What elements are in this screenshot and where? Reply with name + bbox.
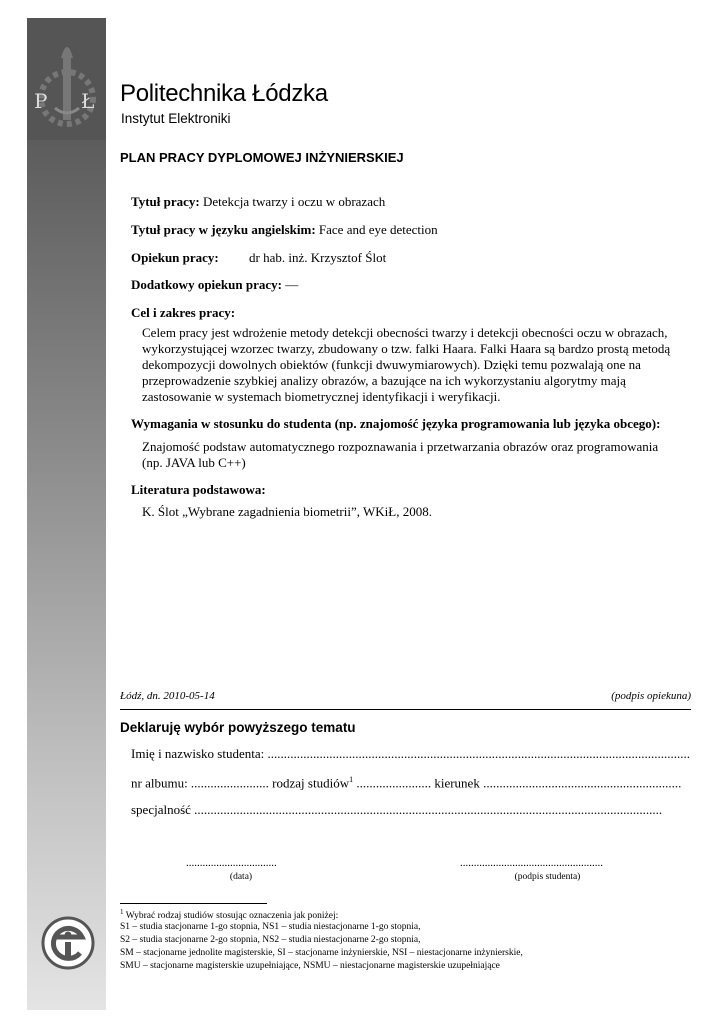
footnote-intro-text: Wybrać rodzaj studiów stosując oznaczenia jak poniżej: [123, 911, 339, 922]
student-name-line: Imię i nazwisko studenta: .................................................................................................................................. [131, 746, 690, 761]
institute-name: Instytut Elektroniki [121, 111, 231, 126]
field-tytul-en [131, 222, 438, 238]
footnote-number: 1 [120, 908, 124, 916]
institute-logo-icon [40, 915, 96, 976]
cel-line: dekompozycji dowolnych obiektów (funkcji dwuwymiarowych). Dzięki temu pozwalają one na [142, 357, 641, 372]
wymagania-label-text: Wymagania w stosunku do studenta (np. znajomość języka programowania lub języka obcego): [131, 416, 661, 431]
literatura-value: K. Ślot „Wybrane zagadnienia biometrii”, WKiŁ, 2008. [142, 504, 432, 519]
field-opiekun [131, 250, 387, 266]
field-tytul-en-value: Face and eye detection [318, 222, 438, 237]
date-dots: ................................. [186, 857, 277, 869]
declaration-heading: Deklaruję wybór powyższego tematu [120, 720, 356, 735]
cel-paragraph [142, 325, 702, 405]
footnote-line: SM – stacjonarne jednolite magisterskie, SI – stacjonarne inżynierskie, NSI – niestacjonarne inżynierskie, [120, 948, 523, 958]
cel-line: wykorzystującej wzorzec twarzy, zbudowany o tzw. falki Haara. Falki Haara są bardzo prostą metodą [142, 341, 671, 356]
field-opiekun-value: dr hab. inż. Krzysztof Ślot [249, 250, 387, 265]
field-tytul-value: Detekcja twarzy i oczu w obrazach [202, 194, 386, 209]
footnote-line: SMU – stacjonarne magisterskie uzupełniające, NSMU – niestacjonarne magisterskie uzupełniające [120, 961, 500, 971]
field-tytul [131, 194, 385, 210]
literatura-label-text: Literatura podstawowa: [131, 482, 266, 497]
section-divider [120, 709, 691, 710]
album-line-part-a: nr albumu: ........................ rodzaj studiów [131, 775, 350, 791]
document-title: PLAN PRACY DYPLOMOWEJ INŻYNIERSKIEJ [120, 150, 404, 165]
wymagania-line: Znajomość podstaw automatycznego rozpoznawania i przetwarzania obrazów oraz programowania [142, 439, 659, 454]
field-opiekun-label: Opiekun pracy: [131, 250, 219, 265]
footnote-rule [120, 903, 267, 904]
logo-letters: P [34, 89, 48, 113]
cel-label-text: Cel i zakres pracy: [131, 305, 236, 320]
university-logo [27, 18, 106, 140]
field-literatura-label [131, 482, 266, 498]
field-dodatkowy-value: — [285, 277, 299, 292]
field-dodatkowy-label: Dodatkowy opiekun pracy: [131, 277, 282, 292]
supervisor-footer [120, 690, 691, 702]
svg-text:Ł: Ł [81, 89, 95, 113]
field-tytul-en-label: Tytuł pracy w języku angielskim: [131, 222, 316, 237]
date-label: (data) [229, 872, 253, 882]
footnote-ref: 1 [349, 775, 354, 784]
student-signature-label: (podpis studenta) [514, 872, 581, 882]
field-dodatkowy [131, 277, 298, 293]
cel-line: zastosowanie w systemach biometrycznej identyfikacji i weryfikacji. [142, 389, 501, 404]
student-signature-dots: .................................................... [460, 857, 603, 869]
field-cel-label [131, 305, 235, 321]
wymagania-line: (np. JAVA lub C++) [142, 455, 246, 470]
footnote-line: S1 – studia stacjonarne 1-go stopnia, NS1 – studia niestacjonarne 1-go stopnia, [120, 922, 421, 932]
album-study-line [131, 775, 692, 791]
university-name: Politechnika Łódzka [120, 80, 328, 107]
specialization-line: specjalność ................................................................................................................................................ [131, 802, 663, 817]
footnote-line: S2 – studia stacjonarne 2-go stopnia, NS2 – studia niestacjonarne 2-go stopnia, [120, 935, 421, 945]
place-date: Łódź, dn. 2010-05-14 [120, 690, 215, 702]
field-wymagania-label [131, 416, 660, 432]
cel-line: Celem pracy jest wdrożenie metody detekcji obecności twarzy i detekcji obecności oczu w obrazach, [142, 325, 668, 340]
field-tytul-label: Tytuł pracy: [131, 194, 200, 209]
wymagania-paragraph [142, 439, 702, 471]
album-line-part-b: ....................... kierunek ............................................................. [353, 775, 682, 791]
left-sidebar-bar [27, 140, 106, 1010]
cel-line: przeprowadzenie szybkiej analizy obrazów, a bazujące na ich wykorzystaniu algorytmy mają [142, 373, 626, 388]
supervisor-signature-label: (podpis opiekuna) [611, 690, 691, 702]
footnote-intro [120, 908, 338, 921]
